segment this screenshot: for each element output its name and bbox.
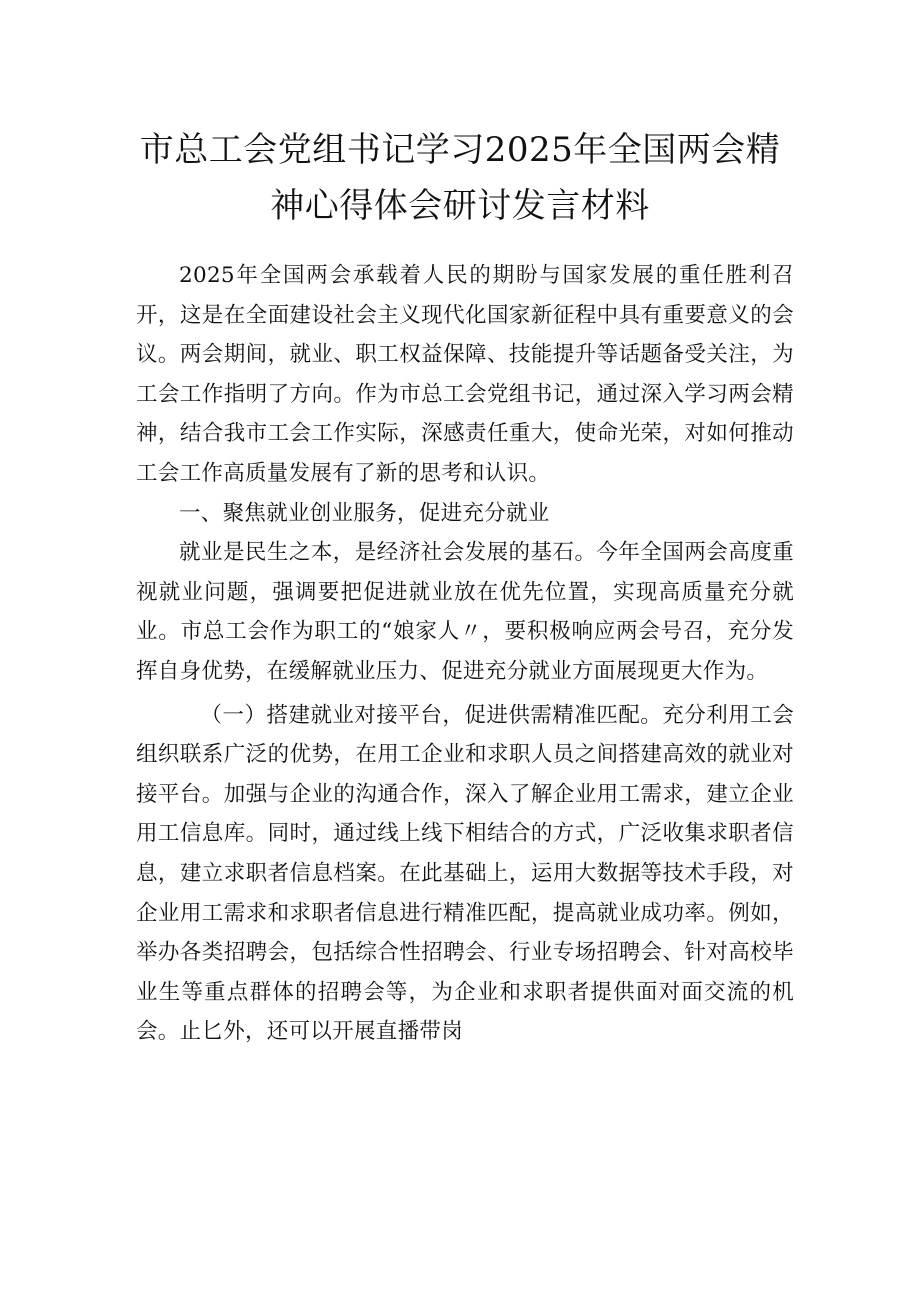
title-line-2: 神心得体会研讨发言材料 <box>270 186 650 226</box>
document-title <box>100 122 820 234</box>
title-line-1: 市总工会党组书记学习2025年全国两会精 <box>139 130 781 170</box>
intro-paragraph: 2025年全国两会承载着人民的期盼与国家发展的重任胜利召开，这是在全面建设社会主义现代化国家新征程中具有重要意义的会议。两会期间，就业、职工权益保障、技能提升等话题备受关注，为工会工作指明了方向。作为市总工会党组书记，通过深入学习两会精神，结合我市工会工作实际，深感责任重大，使命光荣，对如何推动工会工作高质量发展有了新的思考和认识。 <box>136 263 794 486</box>
document-body <box>136 256 794 1052</box>
section-1-heading: 一、聚焦就业创业服务，促进充分就业 <box>179 500 550 526</box>
section-1-paragraph: 就业是民生之本，是经济社会发展的基石。今年全国两会高度重视就业问题，强调要把促进就业放在优先位置，实现高质量充分就业。市总工会作为职工的“娘家人〃，要积极响应两会号召，充分发挥自身优势，在缓解就业压力、促进充分就业方面展现更大作为。 <box>136 540 794 684</box>
subsection-1-paragraph: （一）搭建就业对接平台，促进供需精准匹配。充分利用工会组织联系广泛的优势，在用工企业和求职人员之间搭建高效的就业对接平台。加强与企业的沟通合作，深入了解企业用工需求，建立企业用工信息库。同时，通过线上线下相结合的方式，广泛收集求职者信息，建立求职者信息档案。在此基础上，运用大数据等技术手段，对企业用工需求和求职者信息进行精准匹配，提高就业成功率。例如，举办各类招聘会，包括综合性招聘会、行业专场招聘会、针对高校毕业生等重点群体的招聘会等，为企业和求职者提供面对面交流的机会。止匕外，还可以开展直播带岗 <box>136 702 794 1045</box>
